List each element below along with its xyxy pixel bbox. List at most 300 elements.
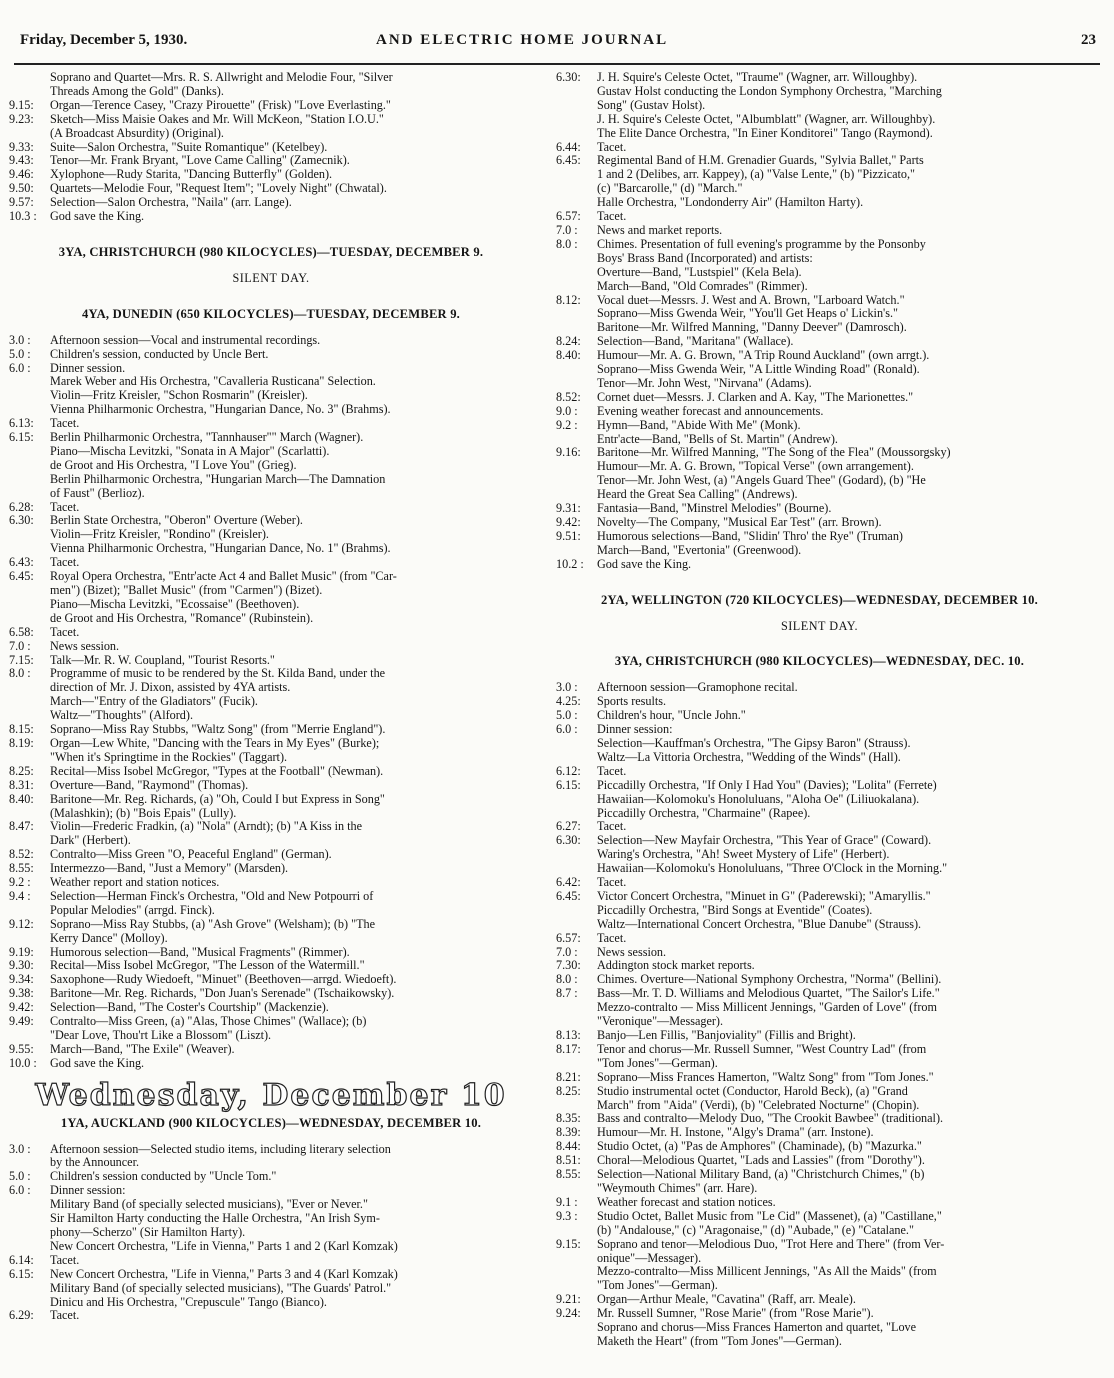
programme-item (9, 431, 533, 501)
programme-time: 9.42: (9, 1000, 34, 1015)
programme-line: Children's session, conducted by Uncle Bert. (50, 346, 269, 361)
programme-item (556, 516, 1083, 530)
programme-line: Suite—Salon Orchestra, "Suite Romantique" (Ketelbey). (50, 139, 328, 154)
programme-text (597, 987, 1083, 1029)
programme-item (556, 779, 1083, 821)
programme-line: Children's hour, "Uncle John." (597, 708, 746, 723)
programme-line: (c) "Barcarolle," (d) "March." (597, 181, 743, 196)
programme-line: Selection—New Mayfair Orchestra, "This Year of Grace" (Coward). (597, 833, 932, 848)
programme-line: Entr'acte—Band, "Bells of St. Martin" (Andrew). (597, 431, 838, 446)
programme-line: March—Band, "The Exile" (Weaver). (50, 1041, 235, 1056)
programme-line: Organ—Terence Casey, "Crazy Pirouette" (Frisk) "Love Everlasting." (50, 97, 391, 112)
programme-line: Sir Hamilton Harty conducting the Halle Orchestra, "An Irish Sym- (50, 1211, 380, 1226)
programme-line: Soprano and Quartet—Mrs. R. S. Allwright and Melodie Four, "Silver (50, 70, 393, 84)
programme-time: 6.13: (9, 416, 34, 431)
programme-line: J. H. Squire's Celeste Octet, "Albumblatt" (Wagner, arr. Willoughby). (597, 111, 936, 126)
programme-text (50, 1170, 533, 1184)
programme-item (9, 514, 533, 556)
programme-line: de Groot and His Orchestra, "Romance" (Rubinstein). (50, 610, 314, 625)
programme-line: Dark" (Herbert). (50, 833, 131, 848)
programme-time: 8.40: (556, 348, 581, 363)
programme-text (597, 1210, 1083, 1238)
programme-time: 9.24: (556, 1306, 581, 1321)
programme-time: 10.3 : (9, 209, 37, 224)
right-column (556, 71, 1083, 1349)
programme-time: 9.34: (9, 972, 34, 987)
programme-item (556, 154, 1083, 210)
programme-line: God save the King. (50, 1055, 145, 1070)
programme-item (556, 294, 1083, 336)
programme-line: Tacet. (597, 209, 627, 224)
programme-line: Dinner session: (597, 722, 673, 737)
programme-line: God save the King. (597, 556, 692, 571)
programme-line: Selection—Band, "Maritana" (Wallace). (597, 334, 794, 349)
programme-text (50, 667, 533, 723)
programme-line: Regimental Band of H.M. Grenadier Guards, "Sylvia Ballet," Parts (597, 153, 924, 168)
programme-item (9, 1254, 533, 1268)
programme-time: 9.15: (556, 1236, 581, 1251)
programme-line: Soprano—Miss Gwenda Weir, "You'll Get Heaps o' Lickin's." (597, 306, 899, 321)
programme-line: "Dear Love, Thou'rt Like a Blossom" (Liszt). (50, 1028, 272, 1042)
day-heading: Wednesday, December 10 (35, 1077, 507, 1113)
programme-time: 3.0 : (556, 680, 578, 695)
programme-time: 9.2 : (556, 417, 578, 432)
programme-item (9, 1309, 533, 1323)
programme-line: Vocal duet—Messrs. J. West and A. Brown, "Larboard Watch." (597, 292, 905, 307)
programme-item (9, 417, 533, 431)
programme-line: (A Broadcast Absurdity) (Original). (50, 125, 224, 140)
programme-time: 3.0 : (9, 332, 31, 347)
programme-time: 8.55: (9, 861, 34, 876)
programme-line: Military Band (of specially selected musicians), "Ever or Never." (50, 1197, 368, 1212)
programme-line: Studio Octet, Ballet Music from "Le Cid" (Massenet), (a) "Castillane," (597, 1208, 942, 1223)
programme-time: 8.0 : (556, 972, 578, 987)
programme-text (597, 1126, 1083, 1140)
programme-text (597, 224, 1083, 238)
programme-time: 8.19: (9, 735, 34, 750)
programme-time: 9.57: (9, 195, 34, 210)
page-number: 23 (1081, 32, 1096, 48)
programme-line: Tacet. (50, 1252, 80, 1267)
programme-line: Tacet. (597, 875, 627, 890)
programme-item (9, 654, 533, 668)
programme-text (597, 349, 1083, 391)
programme-text (597, 890, 1083, 932)
station-heading-1ya-wed: 1YA, AUCKLAND (900 KILOCYCLES)—WEDNESDAY, DECEMBER 10. (60, 1115, 482, 1130)
programme-text (50, 654, 533, 668)
programme-text (597, 1071, 1083, 1085)
programme-text (597, 558, 1083, 572)
programme-item (556, 349, 1083, 391)
programme-item (9, 501, 533, 515)
programme-item (556, 530, 1083, 558)
programme-text (597, 973, 1083, 987)
programme-line: Overture—Band, "Lustspiel" (Kela Bela). (597, 264, 802, 279)
programme-item (556, 1196, 1083, 1210)
programme-time: 9.30: (9, 958, 34, 973)
programme-item (556, 820, 1083, 834)
programme-line: Afternoon session—Gramophone recital. (597, 680, 798, 695)
programme-text (597, 530, 1083, 558)
programme-time: 7.30: (556, 958, 581, 973)
programme-text (50, 196, 533, 210)
programme-line: Selection—Kauffman's Orchestra, "The Gipsy Baron" (Strauss). (597, 735, 911, 750)
programme-item (9, 210, 533, 224)
programme-item (556, 973, 1083, 987)
programme-time: 6.42: (556, 875, 581, 890)
programme-time: 8.0 : (556, 236, 578, 251)
programme-line: March—"Entry of the Gladiators" (Fucik). (50, 694, 258, 709)
programme-line: The Elite Dance Orchestra, "In Einer Konditorei" Tango (Raymond). (597, 125, 933, 140)
programme-line: Waltz—La Vittoria Orchestra, "Wedding of the Winds" (Hall). (597, 749, 901, 764)
programme-time: 3.0 : (9, 1141, 31, 1156)
programme-time: 6.15: (9, 1266, 34, 1281)
programme-line: Piccadilly Orchestra, "Charmaine" (Rapee). (597, 805, 811, 820)
programme-item (556, 946, 1083, 960)
station-heading-2ya-wed: 2YA, WELLINGTON (720 KILOCYCLES)—WEDNESDAY, DECEMBER 10. (601, 592, 1038, 607)
programme-time: 9.33: (9, 139, 34, 154)
programme-item (9, 334, 533, 348)
station-heading-3ya-tue: 3YA, CHRISTCHURCH (980 KILOCYCLES)—TUESDAY, DECEMBER 9. (58, 244, 484, 259)
programme-item (556, 1085, 1083, 1113)
header-rule (14, 63, 1100, 65)
programme-item (9, 348, 533, 362)
programme-line: Talk—Mr. R. W. Coupland, "Tourist Resorts." (50, 652, 275, 667)
programme-text (50, 987, 533, 1001)
programme-item (556, 238, 1083, 294)
programme-time: 9.43: (9, 153, 34, 168)
programme-item (9, 987, 533, 1001)
programme-time: 6.28: (9, 499, 34, 514)
programme-time: 9.49: (9, 1014, 34, 1029)
programme-line: News and market reports. (597, 222, 723, 237)
programme-item (556, 834, 1083, 876)
programme-item (556, 405, 1083, 419)
issue-date: Friday, December 5, 1930. (20, 32, 188, 48)
programme-text (50, 431, 533, 501)
programme-item (9, 723, 533, 737)
programme-text (597, 1029, 1083, 1043)
programme-line: Humour—Mr. A. G. Brown, "A Trip Round Auckland" (own arrgt.). (597, 348, 930, 363)
programme-item (556, 1126, 1083, 1140)
programme-line: Baritone—Mr. Wilfred Manning, "The Song of the Flea" (Moussorgsky) (597, 445, 951, 460)
programme-text (597, 723, 1083, 765)
programme-line: Dinner session. (50, 360, 126, 375)
programme-line: Humour—Mr. A. G. Brown, "Topical Verse" (own arrangement). (597, 459, 914, 474)
programme-text (50, 959, 533, 973)
programme-item (9, 375, 533, 417)
programme-time: 8.39: (556, 1125, 581, 1140)
programme-text (597, 1293, 1083, 1307)
programme-time: 8.31: (9, 777, 34, 792)
programme-text (597, 1307, 1083, 1349)
programme-time: 8.40: (9, 791, 34, 806)
programme-text (50, 334, 533, 348)
programme-item (9, 890, 533, 918)
programme-time: 9.15: (9, 97, 34, 112)
programme-line: Piano—Mischa Levitzki, "Sonata in A Major" (Scarlatti). (50, 443, 330, 458)
programme-time: 6.30: (556, 70, 581, 84)
programme-time: 7.0 : (556, 222, 578, 237)
programme-line: of Faust" (Berlioz). (50, 485, 145, 500)
programme-time: 9.21: (556, 1292, 581, 1307)
programme-line: "Weymouth Chimes" (arr. Hare). (597, 1180, 758, 1195)
programme-line: Boys' Brass Band (Incorporated) and artists: (597, 250, 813, 265)
programme-line: de Groot and His Orchestra, "I Love You" (Grieg). (50, 457, 297, 472)
programme-line: Mr. Russell Sumner, "Rose Marie" (from "Rose Marie"). (597, 1306, 874, 1321)
programme-line: Selection—National Military Band, (a) "Christchurch Chimes," (b) (597, 1167, 925, 1182)
programme-line: Tacet. (597, 763, 627, 778)
programme-time: 8.12: (556, 292, 581, 307)
programme-line: Soprano—Miss Ray Stubbs, (a) "Ash Grove" (Welsham); (b) "The (50, 916, 376, 931)
programme-item (9, 1043, 533, 1057)
programme-text (50, 154, 533, 168)
programme-time: 9.19: (9, 944, 34, 959)
programme-line: Bass and contralto—Melody Duo, "The Crookit Bawbee" (traditional). (597, 1111, 944, 1126)
programme-line: Berlin Philharmonic Orchestra, "Hungarian March—The Damnation (50, 471, 386, 486)
programme-line: Piccadilly Orchestra, "Bird Songs at Eventide" (Coates). (597, 902, 873, 917)
programme-line: Victor Concert Orchestra, "Minuet in G" (Paderewski); "Amaryllis." (597, 888, 931, 903)
programme-line: "When it's Springtime in the Rockies" (Taggart). (50, 749, 288, 764)
programme-line: Hawaiian—Kolomoku's Honoluluans, "Three O'Clock in the Morning." (597, 861, 948, 876)
programme-line: Tacet. (50, 555, 80, 570)
programme-line: "Tom Jones"—German). (597, 1055, 718, 1070)
programme-item (556, 723, 1083, 765)
programme-line: "Tom Jones"—German). (597, 1278, 718, 1293)
programme-time: 8.7 : (556, 986, 578, 1001)
programme-line: Piano—Mischa Levitzki, "Ecossaise" (Beethoven). (50, 596, 300, 611)
programme-line: Humorous selection—Band, "Musical Fragments" (Rimmer). (50, 944, 350, 959)
programme-item (9, 876, 533, 890)
left-column (9, 71, 533, 1323)
programme-line: Fantasia—Band, "Minstrel Melodies" (Bourne). (597, 501, 832, 516)
programme-time: 6.45: (556, 153, 581, 168)
programme-line: Halle Orchestra, "Londonderry Air" (Hamilton Harty). (597, 195, 864, 210)
programme-line: Recital—Miss Isobel McGregor, "The Lesson of the Watermill." (50, 958, 365, 973)
programme-line: Song" (Gustav Holst). (597, 97, 706, 112)
programme-item (556, 1238, 1083, 1294)
programme-line: Tacet. (50, 416, 80, 431)
programme-text (597, 932, 1083, 946)
programme-text (50, 1309, 533, 1323)
programme-line: Soprano—Miss Gwenda Weir, "A Little Winding Road" (Ronald). (597, 362, 920, 377)
programme-text (50, 918, 533, 946)
programme-text (50, 890, 533, 918)
programme-line: Military Band (of specially selected musicians), "The Guards' Patrol." (50, 1280, 392, 1295)
programme-text (50, 737, 533, 765)
programme-text (597, 516, 1083, 530)
programme-item (556, 419, 1083, 447)
programme-text (50, 779, 533, 793)
programme-line: Hymn—Band, "Abide With Me" (Monk). (597, 417, 801, 432)
programme-item (9, 959, 533, 973)
programme-line: Heard the Great Sea Calling" (Andrews). (597, 487, 798, 502)
programme-item (9, 1015, 533, 1043)
programme-line: Sketch—Miss Maisie Oakes and Mr. Will McKeon, "Station I.O.U." (50, 111, 384, 126)
journal-title: AND ELECTRIC HOME JOURNAL (376, 32, 669, 48)
programme-time: 9.12: (9, 916, 34, 931)
programme-item (9, 168, 533, 182)
programme-text (597, 1168, 1083, 1196)
programme-text (50, 765, 533, 779)
programme-time: 9.1 : (556, 1194, 578, 1209)
programme-line: Vienna Philharmonic Orchestra, "Hungarian Dance, No. 3" (Brahms). (50, 402, 391, 417)
programme-line: Studio instrumental octet (Conductor, Harold Beck), (a) "Grand (597, 1083, 908, 1098)
programme-item (556, 890, 1083, 932)
programme-line: Dinner session: (50, 1183, 126, 1198)
programme-text (50, 820, 533, 848)
programme-time: 8.24: (556, 334, 581, 349)
programme-item (9, 1268, 533, 1310)
programme-list-1ya (9, 1143, 533, 1324)
programme-time: 6.30: (556, 833, 581, 848)
programme-item (9, 1143, 533, 1171)
programme-line: Soprano and chorus—Miss Frances Hamerton and quartet, "Love (597, 1320, 917, 1335)
programme-line: "Veronique"—Messager). (597, 1014, 724, 1029)
programme-time: 4.25: (556, 694, 581, 709)
programme-line: Tacet. (597, 930, 627, 945)
programme-time: 9.16: (556, 445, 581, 460)
programme-time: 9.0 : (556, 403, 578, 418)
programme-line: Baritone—Mr. Reg. Richards, (a) "Oh, Could I but Express in Song" (50, 791, 385, 806)
programme-line: Violin—Frederic Fradkin, (a) "Nola" (Arndt); (b) "A Kiss in the (50, 819, 363, 834)
programme-text (50, 362, 533, 376)
programme-time: 6.12: (556, 763, 581, 778)
programme-time: 8.21: (556, 1069, 581, 1084)
programme-text (50, 113, 533, 141)
programme-time: 8.51: (556, 1153, 581, 1168)
programme-item (556, 1293, 1083, 1307)
programme-time: 6.15: (9, 430, 34, 445)
programme-line: March" from "Aida" (Verdi), (b) "Celebrated Nocturne" (Chopin). (597, 1097, 920, 1112)
programme-line: March—Band, "Evertonia" (Greenwood). (597, 542, 802, 557)
programme-text (50, 348, 533, 362)
programme-text (597, 1154, 1083, 1168)
programme-item (9, 556, 533, 570)
programme-line: Cornet duet—Messrs. J. Clarken and A. Kay, "The Marionettes." (597, 389, 914, 404)
programme-line: onique"—Messager). (597, 1250, 702, 1265)
programme-text (50, 1184, 533, 1254)
programme-item (556, 558, 1083, 572)
programme-time: 9.3 : (556, 1208, 578, 1223)
programme-line: Waring's Orchestra, "Ah! Sweet Mystery of Life" (Herbert). (597, 847, 890, 862)
programme-line: Soprano—Miss Frances Hamerton, "Waltz Song" from "Tom Jones." (597, 1069, 934, 1084)
programme-item (556, 141, 1083, 155)
programme-line: Studio Octet, (a) "Pas de Amphores" (Chaminade), (b) "Mazurka." (597, 1139, 922, 1154)
programme-text (597, 419, 1083, 447)
programme-line: Violin—Fritz Kreisler, "Schon Rosmarin" (Kreisler). (50, 388, 308, 403)
programme-text (50, 1143, 533, 1171)
programme-text (597, 820, 1083, 834)
programme-time: 6.0 : (9, 360, 31, 375)
programme-text (50, 793, 533, 821)
station-heading-3ya-wed: 3YA, CHRISTCHURCH (980 KILOCYCLES)—WEDNESDAY, DEC. 10. (614, 654, 1025, 669)
programme-text (597, 834, 1083, 876)
programme-text (50, 168, 533, 182)
programme-text (597, 1085, 1083, 1113)
programme-time: 9.51: (556, 528, 581, 543)
programme-text (50, 973, 533, 987)
programme-line: Selection—Salon Orchestra, "Naila" (arr. Lange). (50, 195, 292, 210)
programme-line: Tacet. (50, 624, 80, 639)
programme-line: Threads Among the Gold" (Danks). (50, 83, 224, 98)
programme-line: Dinicu and His Orchestra, "Crepuscule" Tango (Bianco). (50, 1294, 327, 1309)
programme-time: 9.55: (9, 1041, 34, 1056)
programme-line: men") (Bizet); "Ballet Music" (from "Carmen") (Bizet). (50, 583, 323, 597)
programme-time: 6.57: (556, 209, 581, 224)
programme-item (556, 876, 1083, 890)
programme-item (9, 362, 533, 376)
programme-line: Novelty—The Company, "Musical Ear Test" (arr. Brown). (597, 515, 882, 529)
programme-time: 8.52: (9, 847, 34, 862)
programme-text (50, 182, 533, 196)
programme-line: New Concert Orchestra, "Life in Vienna," Parts 3 and 4 (Karl Komzak) (50, 1266, 398, 1281)
programme-line: Humour—Mr. H. Instone, "Algy's Drama" (arr. Instone). (597, 1125, 874, 1140)
programme-text (597, 946, 1083, 960)
programme-item (9, 946, 533, 960)
programme-line: Afternoon session—Selected studio items, including literary selection (50, 1141, 391, 1156)
programme-text (50, 626, 533, 640)
programme-line: Recital—Miss Isobel McGregor, "Types at the Football" (Newman). (50, 763, 384, 778)
programme-text (597, 446, 1083, 502)
programme-text (597, 1043, 1083, 1071)
programme-line: Xylophone—Rudy Starita, "Dancing Butterfly" (Golden). (50, 167, 333, 182)
programme-item (9, 848, 533, 862)
programme-text (50, 946, 533, 960)
programme-line: Marek Weber and His Orchestra, "Cavalleria Rusticana" Selection. (50, 374, 376, 389)
programme-text (50, 1001, 533, 1015)
programme-text (50, 876, 533, 890)
programme-item (9, 918, 533, 946)
programme-line: Saxophone—Rudy Wiedoeft, "Minuet" (Beethoven—arrgd. Wiedoeft). (50, 972, 397, 987)
programme-line: Kerry Dance" (Molloy). (50, 930, 168, 945)
programme-text (50, 848, 533, 862)
programme-line: Royal Opera Orchestra, "Entr'acte Act 4 and Ballet Music" (from "Car- (50, 569, 397, 584)
programme-line: Mezzo-contralto—Miss Millicent Jennings, "As All the Maids" (from (597, 1264, 937, 1279)
programme-text (50, 862, 533, 876)
programme-time: 6.0 : (556, 722, 578, 737)
programme-item (556, 210, 1083, 224)
programme-line: Mezzo-contralto — Miss Millicent Jennings, "Garden of Love" (from (597, 1000, 937, 1015)
programme-text (50, 141, 533, 155)
programme-line: Intermezzo—Band, "Just a Memory" (Marsden). (50, 861, 289, 876)
programme-item (9, 1170, 533, 1184)
programme-text (597, 695, 1083, 709)
programme-time: 6.43: (9, 555, 34, 570)
programme-line: Popular Melodies" (arrgd. Finck). (50, 902, 215, 917)
programme-line: Organ—Arthur Meale, "Cavatina" (Raff, arr. Meale). (597, 1292, 856, 1307)
programme-line: God save the King. (50, 209, 145, 224)
programme-line: Overture—Band, "Raymond" (Thomas). (50, 777, 249, 792)
programme-item (9, 570, 533, 626)
programme-line: Contralto—Miss Green, (a) "Alas, Those Chimes" (Wallace); (b) (50, 1014, 367, 1029)
programme-time: 8.17: (556, 1041, 581, 1056)
programme-item (556, 335, 1083, 349)
programme-time: 6.15: (556, 777, 581, 792)
programme-time: 8.47: (9, 819, 34, 834)
programme-text (597, 876, 1083, 890)
programme-text (597, 294, 1083, 336)
programme-text (597, 141, 1083, 155)
programme-line: Children's session conducted by "Uncle Tom." (50, 1169, 277, 1184)
programme-text (597, 71, 1083, 141)
programme-item (9, 99, 533, 113)
programme-line: Baritone—Mr. Wilfred Manning, "Danny Deever" (Damrosch). (597, 320, 907, 335)
page-header (14, 32, 1100, 62)
programme-time: 10.0 : (9, 1055, 37, 1070)
programme-time: 8.35: (556, 1111, 581, 1126)
programme-line: Organ—Lew White, "Dancing with the Tears in My Eyes" (Burke); (50, 735, 380, 750)
